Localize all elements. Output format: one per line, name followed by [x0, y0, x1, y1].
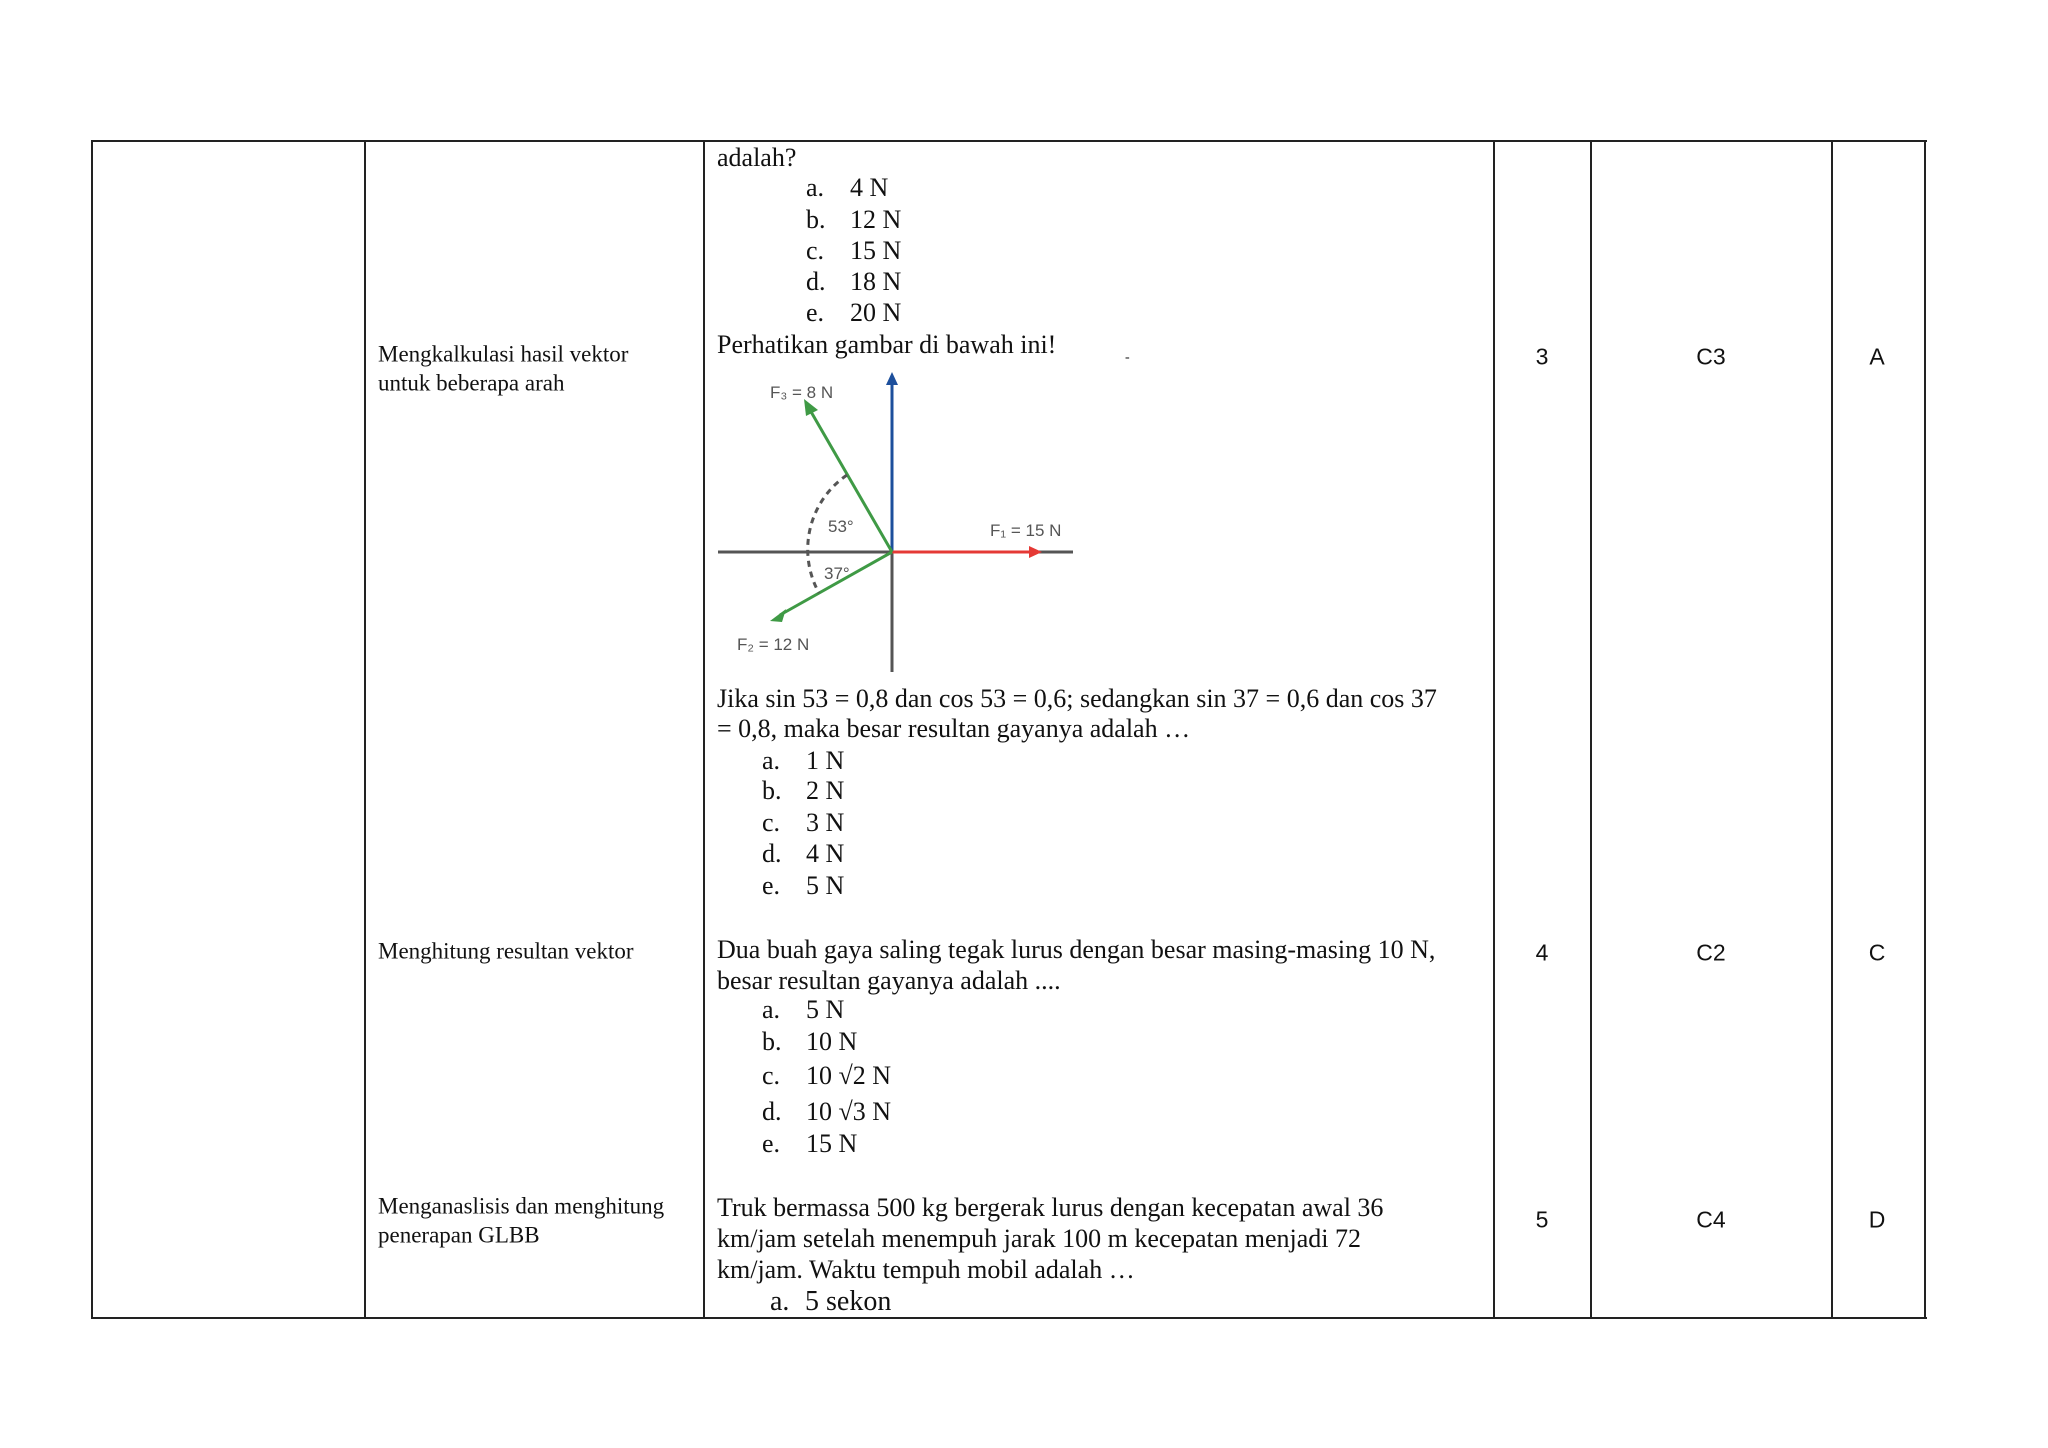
question-text: besar resultan gayanya adalah ....	[717, 966, 1061, 995]
option-value: 20 N	[850, 298, 902, 327]
option-value: 4 N	[806, 839, 845, 868]
force-vector-diagram	[700, 360, 1120, 680]
option-value: 15 N	[850, 236, 902, 265]
option-value: 5 sekon	[805, 1286, 892, 1317]
question-text: km/jam. Waktu tempuh mobil adalah …	[717, 1255, 1135, 1284]
objective-text: untuk beberapa arah	[378, 370, 565, 396]
answer-key: D	[1868, 1206, 1886, 1233]
option-letter: b.	[762, 1027, 782, 1056]
question-text: Dua buah gaya saling tegak lurus dengan besar masing-masing 10 N,	[717, 935, 1436, 964]
f2-vector	[780, 552, 892, 615]
option-value: 5 N	[806, 871, 845, 900]
question-number: 5	[1535, 1206, 1549, 1233]
option-letter: e.	[762, 871, 781, 900]
table-border-top	[91, 140, 1927, 142]
option-letter: d.	[762, 839, 782, 868]
column-divider	[1590, 140, 1592, 1319]
option-letter: a.	[770, 1286, 790, 1317]
option-letter: c.	[762, 1061, 781, 1090]
f2-label: F₂ = 12 N	[737, 635, 810, 654]
question-text: Jika sin 53 = 0,8 dan cos 53 = 0,6; sedangkan sin 37 = 0,6 dan cos 37	[717, 684, 1437, 713]
column-divider	[1831, 140, 1833, 1319]
option-value: 10 √3 N	[806, 1097, 892, 1126]
question-text: adalah?	[717, 143, 797, 172]
cognitive-level: C3	[1696, 343, 1726, 370]
table-border-bottom	[91, 1317, 1927, 1319]
question-number: 4	[1535, 939, 1549, 966]
column-divider	[91, 140, 93, 1319]
option-value: 10 √2 N	[806, 1061, 892, 1090]
answer-key: C	[1868, 939, 1886, 966]
question-number: 3	[1535, 343, 1549, 370]
column-divider	[1493, 140, 1495, 1319]
option-value: 5 N	[806, 995, 845, 1024]
column-divider	[703, 140, 705, 1319]
option-letter: e.	[762, 1129, 781, 1158]
angle-37-label: 37°	[824, 564, 850, 583]
option-letter: d.	[806, 267, 826, 296]
option-letter: d.	[762, 1097, 782, 1126]
option-letter: c.	[762, 808, 781, 837]
objective-text: Menganaslisis dan menghitung	[378, 1193, 665, 1219]
question-text: km/jam setelah menempuh jarak 100 m kecepatan menjadi 72	[717, 1224, 1362, 1253]
option-value: 2 N	[806, 776, 845, 805]
option-letter: a.	[762, 746, 781, 775]
objective-text: penerapan GLBB	[378, 1222, 540, 1248]
cognitive-level: C2	[1696, 939, 1726, 966]
question-text: = 0,8, maka besar resultan gayanya adalah …	[717, 714, 1191, 743]
option-letter: b.	[806, 205, 826, 234]
option-value: 10 N	[806, 1027, 858, 1056]
f3-label: F₃ = 8 N	[770, 383, 834, 402]
option-letter: e.	[806, 298, 825, 327]
option-letter: c.	[806, 236, 825, 265]
objective-text: Mengkalkulasi hasil vektor	[378, 341, 629, 367]
f1-label: F₁ = 15 N	[990, 521, 1062, 540]
question-intro: Perhatikan gambar di bawah ini!	[717, 330, 1057, 359]
arrowhead-icon	[886, 372, 898, 385]
arrowhead-icon	[770, 609, 786, 622]
question-text: Truk bermassa 500 kg bergerak lurus dengan kecepatan awal 36	[717, 1193, 1384, 1222]
option-value: 3 N	[806, 808, 845, 837]
option-value: 4 N	[850, 173, 889, 202]
option-value: 1 N	[806, 746, 845, 775]
cognitive-level: C4	[1696, 1206, 1726, 1233]
option-value: 15 N	[806, 1129, 858, 1158]
option-letter: b.	[762, 776, 782, 805]
stray-mark: -	[1125, 350, 1130, 365]
answer-key: A	[1869, 343, 1885, 370]
objective-text: Menghitung resultan vektor	[378, 938, 634, 964]
column-divider	[364, 140, 366, 1319]
column-divider	[1924, 140, 1926, 1319]
option-value: 18 N	[850, 267, 902, 296]
option-value: 12 N	[850, 205, 902, 234]
arrowhead-icon	[1029, 546, 1042, 558]
option-letter: a.	[762, 995, 781, 1024]
option-letter: a.	[806, 173, 825, 202]
angle-53-label: 53°	[828, 517, 854, 536]
